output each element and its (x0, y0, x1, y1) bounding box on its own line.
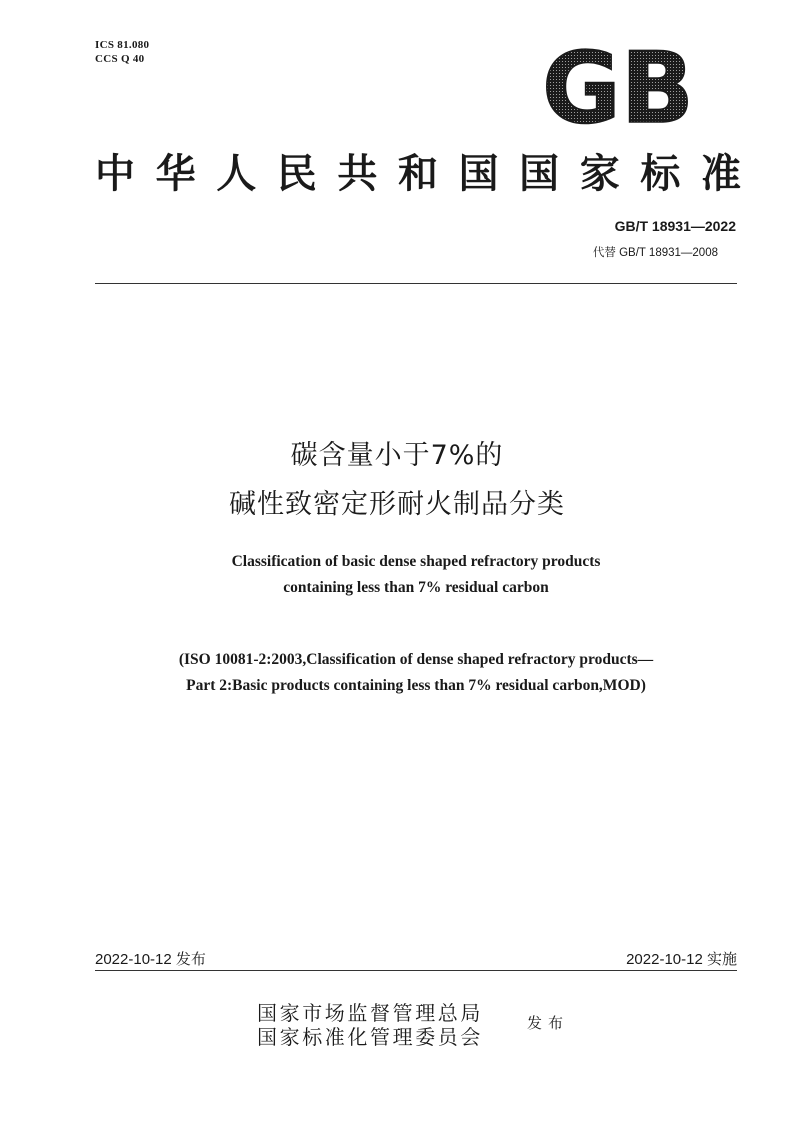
gb-logo (540, 48, 696, 126)
replaces-standard: 代替 GB/T 18931—2008 (592, 247, 718, 259)
title-char: 国 (519, 150, 560, 197)
implementation-date: 2022-10-12 实施 (626, 951, 737, 968)
title-char: 华 (155, 150, 196, 197)
title-char: 民 (276, 150, 317, 197)
english-title-line-1: Classification of basic dense shaped refractory products (231, 553, 601, 570)
publish-label: 发布 (527, 1014, 570, 1032)
title-char: 和 (397, 150, 438, 197)
issuer-line-2: 国家标准化管理委员会 (257, 1025, 483, 1049)
title-char: 国 (458, 150, 499, 197)
gb-logo-text: GB (542, 48, 694, 126)
title-char: 家 (579, 150, 620, 197)
chinese-title-line-2: 碱性致密定形耐火制品分类 (229, 489, 565, 520)
title-char: 人 (216, 150, 257, 197)
issuer-line-1: 国家市场监督管理总局 (257, 1001, 483, 1025)
chinese-title-line-1: 碳含量小于7%的 (290, 440, 504, 471)
english-title-line-2: containing less than 7% residual carbon (283, 579, 549, 596)
footer-divider (95, 970, 737, 971)
header-divider (95, 283, 737, 284)
title-char: 中 (95, 150, 135, 197)
issue-date: 2022-10-12 发布 (95, 951, 206, 968)
title-char: 准 (700, 150, 741, 197)
standard-code: GB/T 18931—2022 (614, 218, 736, 234)
iso-reference-line-1: (ISO 10081-2:2003,Classification of dense shaped refractory products— (178, 651, 654, 668)
ccs-code: CCS Q 40 (95, 53, 145, 65)
iso-reference-line-2: Part 2:Basic products containing less than 7% residual carbon,MOD) (186, 677, 646, 694)
national-standard-title (95, 146, 741, 202)
title-char: 标 (640, 150, 681, 197)
classification-codes (95, 38, 149, 66)
ics-code: ICS 81.080 (95, 39, 150, 51)
title-char: 共 (337, 150, 378, 197)
